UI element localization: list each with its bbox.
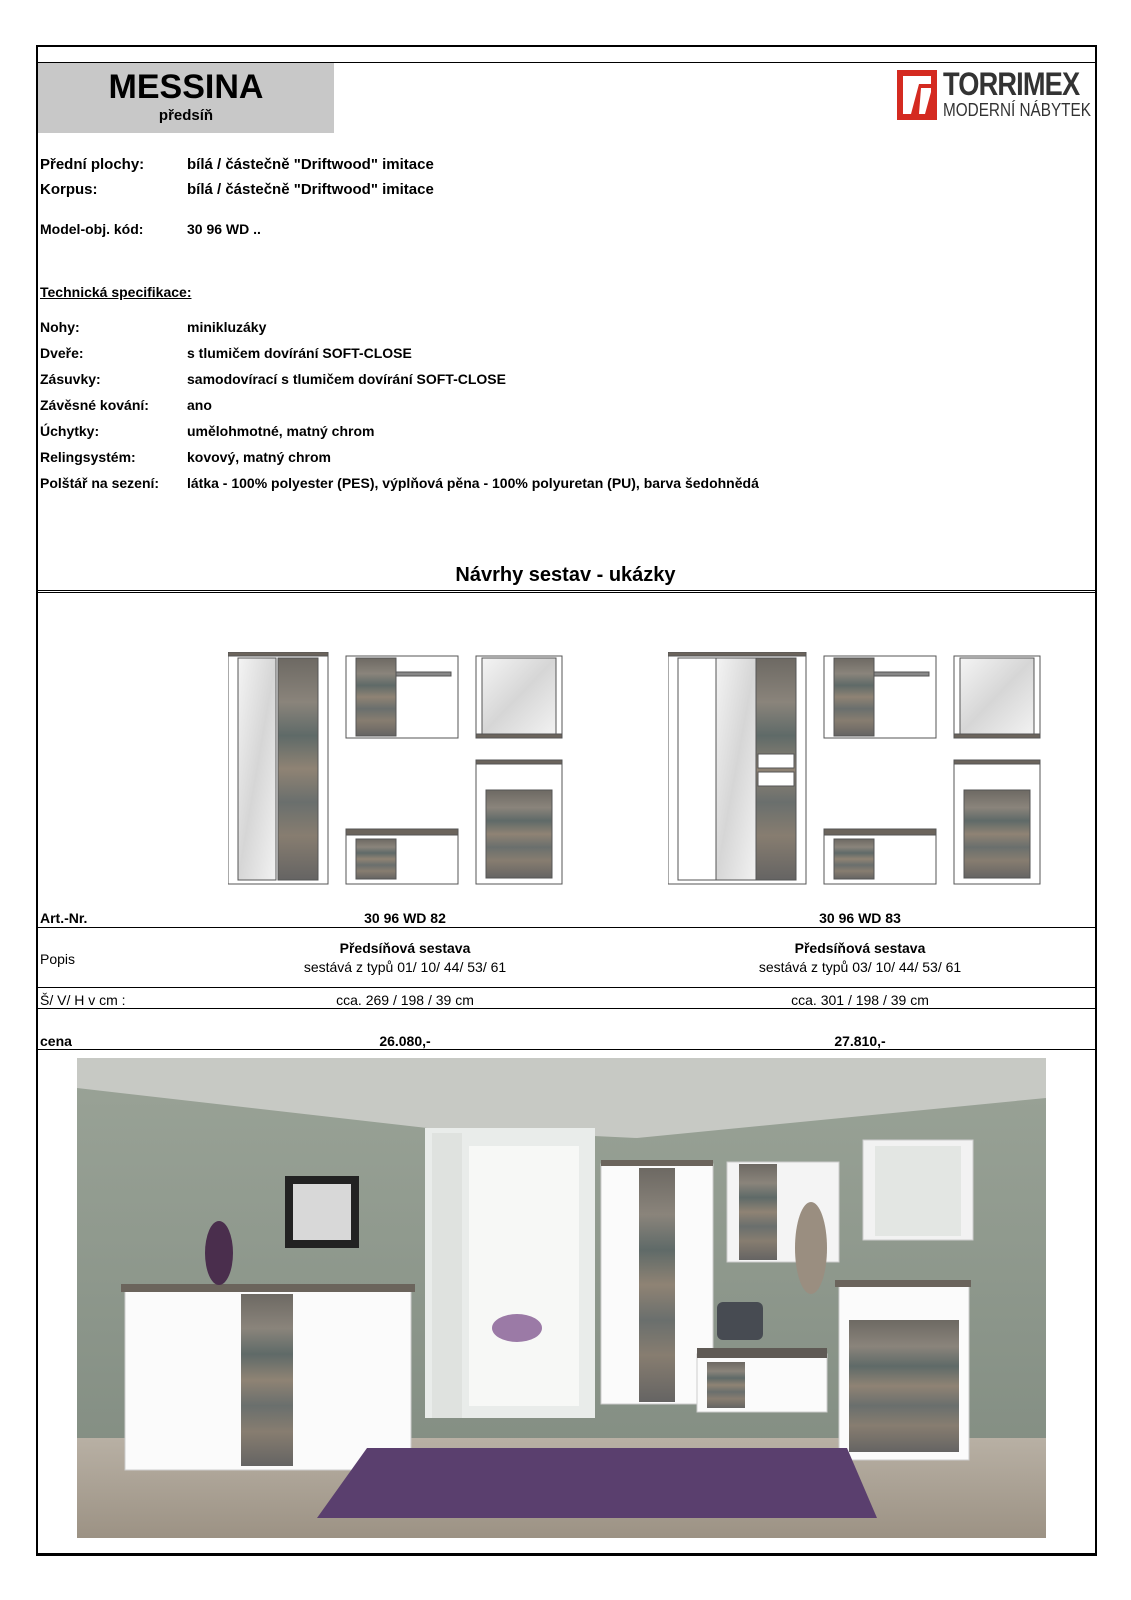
spec-value: látka - 100% polyester (PES), výplňová pěna - 100% polyuretan (PU), barva šedohnědá [187,475,759,491]
spec-value: umělohmotné, matný chrom [187,423,375,439]
set-83-price: 27.810,- [834,1033,886,1049]
spec-row [40,475,759,491]
material-row [40,181,434,198]
art-nr-83: 30 96 WD 83 [819,910,901,926]
table-rule [36,927,1097,928]
set-83-desc: sestává z typů 03/ 10/ 44/ 53/ 61 [758,959,962,975]
spec-label: Nohy: [40,319,80,335]
popis-label: Popis [40,951,76,967]
material-value: bílá / částečně "Driftwood" imitace [187,156,434,173]
set-83-drawing [668,652,1048,892]
product-title: MESSINA [108,68,264,106]
spec-label: Dveře: [40,345,84,361]
room-photo [77,1058,1046,1538]
art-nr-82: 30 96 WD 82 [364,910,446,926]
spec-row [40,319,267,335]
material-value: bílá / částečně "Driftwood" imitace [187,181,434,198]
logo-mark-icon [897,70,937,120]
section-divider [36,590,1097,593]
spec-value: samodovírací s tlumičem dovírání SOFT-CLOSE [187,371,506,387]
logo-name: TORRIMEX [943,66,1080,102]
set-83-name: Předsíňová sestava [794,940,926,956]
product-subtitle: předsíň [158,107,214,124]
spec-label: Úchytky: [40,423,100,439]
spec-label: Závěsné kování: [40,397,149,413]
tech-spec-heading: Technická specifikace: [40,284,192,300]
set-82-name: Předsíňová sestava [339,940,471,956]
set-82-price: 26.080,- [379,1033,431,1049]
spec-label: Polštář na sezení: [40,475,160,491]
set-83-dims: cca. 301 / 198 / 39 cm [791,992,929,1008]
dims-label: Š/ V/ H v cm : [40,992,126,1008]
sets-heading: Návrhy sestav - ukázky [455,564,676,586]
model-code-value: 30 96 WD .. [187,221,261,237]
spec-label: Relingsystém: [40,449,136,465]
material-row [40,156,434,173]
torrimex-logo [897,66,1091,122]
spec-row [40,423,375,439]
logo-tagline: MODERNÍ NÁBYTEK [943,100,1091,120]
spec-row [40,397,212,413]
set-82-drawing [228,652,578,892]
art-nr-label: Art.-Nr. [40,910,88,926]
bottom-rule [36,1555,1097,1556]
table-rule [36,1008,1097,1009]
spec-value: ano [187,397,212,413]
model-code-label: Model-obj. kód: [40,221,144,237]
set-82-desc: sestává z typů 01/ 10/ 44/ 53/ 61 [303,959,507,975]
material-label: Přední plochy: [40,156,145,173]
spec-row [40,345,412,361]
model-code-row [40,221,261,237]
set-82-dims: cca. 269 / 198 / 39 cm [336,992,474,1008]
table-rule [36,1049,1097,1050]
title-box [38,63,334,133]
spec-value: kovový, matný chrom [187,449,331,465]
spec-label: Zásuvky: [40,371,101,387]
spec-row [40,449,331,465]
material-label: Korpus: [40,181,98,198]
price-label: cena [40,1033,72,1049]
table-rule [36,987,1097,988]
spec-value: minikluzáky [187,319,267,335]
spec-value: s tlumičem dovírání SOFT-CLOSE [187,345,412,361]
spec-row [40,371,506,387]
